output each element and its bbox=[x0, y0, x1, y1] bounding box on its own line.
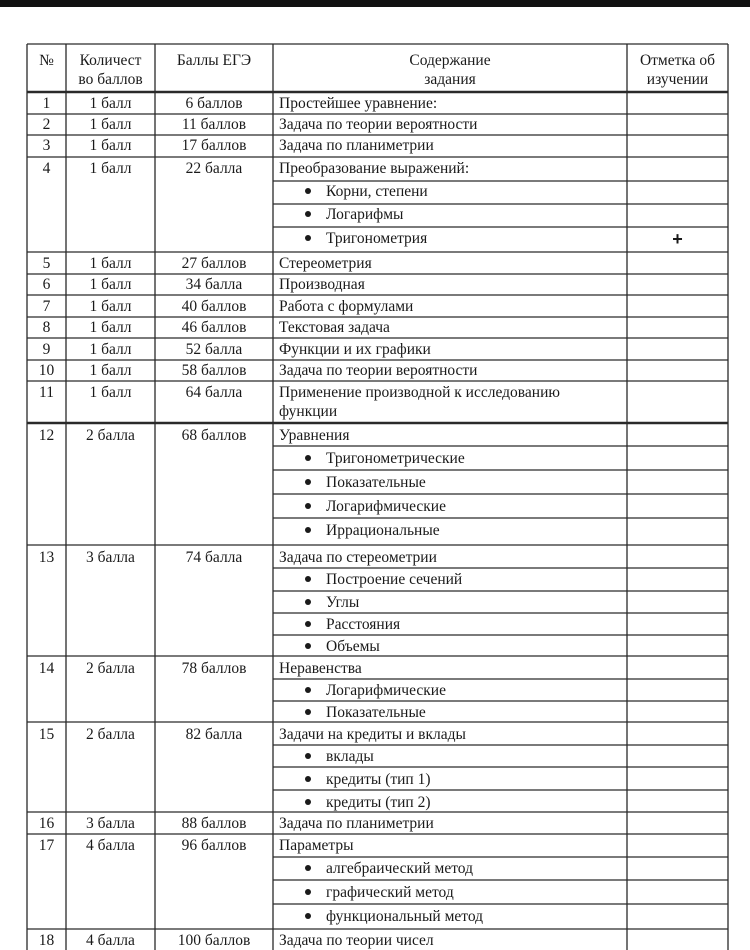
list-item: графический метод bbox=[326, 884, 454, 901]
list-item: Логарифмические bbox=[326, 682, 446, 699]
list-item: кредиты (тип 1) bbox=[326, 771, 431, 788]
list-item: Показательные bbox=[326, 474, 426, 491]
row-ege: 52 балла bbox=[185, 341, 243, 358]
list-item: Объемы bbox=[326, 638, 380, 655]
row-points: 1 балл bbox=[89, 276, 132, 293]
header-content-line2: задания bbox=[424, 71, 476, 88]
row-num: 7 bbox=[42, 298, 51, 315]
row-content: Работа с формулами bbox=[279, 298, 414, 315]
row-points: 1 балл bbox=[89, 362, 132, 379]
bullet-icon bbox=[305, 913, 311, 919]
row-ege: 6 баллов bbox=[185, 95, 243, 112]
row-num: 17 bbox=[38, 837, 55, 854]
list-item: функциональный метод bbox=[326, 908, 484, 925]
row-num: 18 bbox=[38, 932, 55, 949]
row-num: 2 bbox=[42, 116, 51, 133]
studied-mark: + bbox=[672, 229, 683, 249]
bullet-icon bbox=[305, 776, 311, 782]
list-item: Логарифмические bbox=[326, 498, 446, 515]
row-content: Преобразование выражений: bbox=[279, 160, 470, 177]
row-num: 3 bbox=[42, 137, 51, 154]
row-ege: 34 балла bbox=[185, 276, 243, 293]
list-item: Углы bbox=[326, 594, 360, 611]
list-item: кредиты (тип 2) bbox=[326, 794, 431, 811]
row-points: 1 балл bbox=[89, 384, 132, 401]
list-item: Тригонометрия bbox=[326, 230, 428, 247]
row-points: 1 балл bbox=[89, 95, 132, 112]
row-points: 1 балл bbox=[89, 319, 132, 336]
row-content: Задача по теории вероятности bbox=[279, 116, 478, 133]
list-item: Иррациональные bbox=[326, 522, 440, 539]
bullet-icon bbox=[305, 865, 311, 871]
row-ege: 68 баллов bbox=[181, 427, 247, 444]
row-ege: 64 балла bbox=[185, 384, 243, 401]
row-ege: 40 баллов bbox=[181, 298, 247, 315]
row-content: Задача по планиметрии bbox=[279, 815, 434, 832]
bullet-icon bbox=[305, 503, 311, 509]
row-ege: 82 балла bbox=[185, 726, 243, 743]
row-num: 12 bbox=[38, 427, 55, 444]
row-num: 10 bbox=[38, 362, 55, 379]
bullet-icon bbox=[305, 455, 311, 461]
row-num: 15 bbox=[38, 726, 55, 743]
row-points: 3 балла bbox=[86, 549, 135, 566]
row-ege: 11 баллов bbox=[181, 116, 247, 133]
header-points-line1: Количест bbox=[79, 52, 142, 69]
bullet-icon bbox=[305, 709, 311, 715]
row-num: 14 bbox=[38, 660, 55, 677]
row-ege: 27 баллов bbox=[181, 255, 247, 272]
row-points: 1 балл bbox=[89, 137, 132, 154]
row-points: 2 балла bbox=[86, 660, 135, 677]
row-content: Производная bbox=[279, 276, 365, 293]
row-points: 1 балл bbox=[89, 116, 132, 133]
list-item: Логарифмы bbox=[326, 206, 404, 223]
row-points: 1 балл bbox=[89, 298, 132, 315]
row-num: 16 bbox=[38, 815, 55, 832]
bullet-icon bbox=[305, 599, 311, 605]
list-item: Расстояния bbox=[326, 616, 401, 633]
bullet-icon bbox=[305, 687, 311, 693]
row-ege: 22 балла bbox=[185, 160, 243, 177]
list-item: вклады bbox=[326, 748, 374, 765]
row-content: Текстовая задача bbox=[279, 319, 390, 336]
row-ege: 96 баллов bbox=[181, 837, 247, 854]
row-ege: 88 баллов bbox=[181, 815, 247, 832]
row-content: Стереометрия bbox=[279, 255, 372, 272]
row-content: Неравенства bbox=[279, 660, 362, 677]
row-points: 3 балла bbox=[86, 815, 135, 832]
list-item: Построение сечений bbox=[326, 571, 463, 588]
bullet-icon bbox=[305, 889, 311, 895]
row-content: Задача по теории чисел bbox=[279, 932, 434, 949]
row-content: Применение производной к исследованию bbox=[279, 384, 560, 401]
bullet-icon bbox=[305, 753, 311, 759]
row-num: 11 bbox=[39, 384, 54, 401]
row-ege: 46 баллов bbox=[181, 319, 247, 336]
row-num: 9 bbox=[42, 341, 51, 358]
row-points: 4 балла bbox=[86, 932, 135, 949]
row-num: 5 bbox=[42, 255, 51, 272]
row-content: Параметры bbox=[279, 837, 354, 854]
row-points: 1 балл bbox=[89, 255, 132, 272]
header-content-line1: Содержание bbox=[409, 52, 491, 69]
row-points: 2 балла bbox=[86, 726, 135, 743]
header-points-line2: во баллов bbox=[78, 71, 143, 88]
row-content: Уравнения bbox=[279, 427, 350, 444]
bullet-icon bbox=[305, 211, 311, 217]
bullet-icon bbox=[305, 479, 311, 485]
row-content-line2: функции bbox=[279, 403, 338, 420]
list-item: Корни, степени bbox=[326, 183, 428, 200]
row-content: Задача по стереометрии bbox=[279, 549, 437, 566]
row-ege: 17 баллов bbox=[181, 137, 247, 154]
bullet-icon bbox=[305, 576, 311, 582]
bullet-icon bbox=[305, 621, 311, 627]
row-num: 13 bbox=[38, 549, 55, 566]
bullet-icon bbox=[305, 188, 311, 194]
bullet-icon bbox=[305, 235, 311, 241]
row-points: 1 балл bbox=[89, 160, 132, 177]
header-mark-line1: Отметка об bbox=[639, 52, 716, 69]
list-item: Показательные bbox=[326, 704, 426, 721]
row-points: 1 балл bbox=[89, 341, 132, 358]
header-mark-line2: изучении bbox=[646, 71, 709, 88]
list-item: Тригонометрические bbox=[326, 450, 465, 467]
header-ege: Баллы ЕГЭ bbox=[176, 52, 252, 69]
row-content: Задачи на кредиты и вклады bbox=[279, 726, 466, 743]
list-item: алгебраический метод bbox=[326, 860, 473, 877]
row-num: 6 bbox=[42, 276, 51, 293]
row-ege: 100 баллов bbox=[177, 932, 251, 949]
row-ege: 78 баллов bbox=[181, 660, 247, 677]
row-num: 4 bbox=[42, 160, 51, 177]
bullet-icon bbox=[305, 643, 311, 649]
row-points: 4 балла bbox=[86, 837, 135, 854]
bullet-icon bbox=[305, 527, 311, 533]
row-num: 8 bbox=[42, 319, 51, 336]
row-ege: 74 балла bbox=[185, 549, 243, 566]
header-num: № bbox=[39, 52, 54, 69]
row-content: Задача по планиметрии bbox=[279, 137, 434, 154]
row-ege: 58 баллов bbox=[181, 362, 247, 379]
row-content: Задача по теории вероятности bbox=[279, 362, 478, 379]
row-content: Простейшее уравнение: bbox=[279, 95, 438, 112]
row-content: Функции и их графики bbox=[279, 341, 431, 358]
row-points: 2 балла bbox=[86, 427, 135, 444]
row-num: 1 bbox=[42, 95, 51, 112]
bullet-icon bbox=[305, 799, 311, 805]
